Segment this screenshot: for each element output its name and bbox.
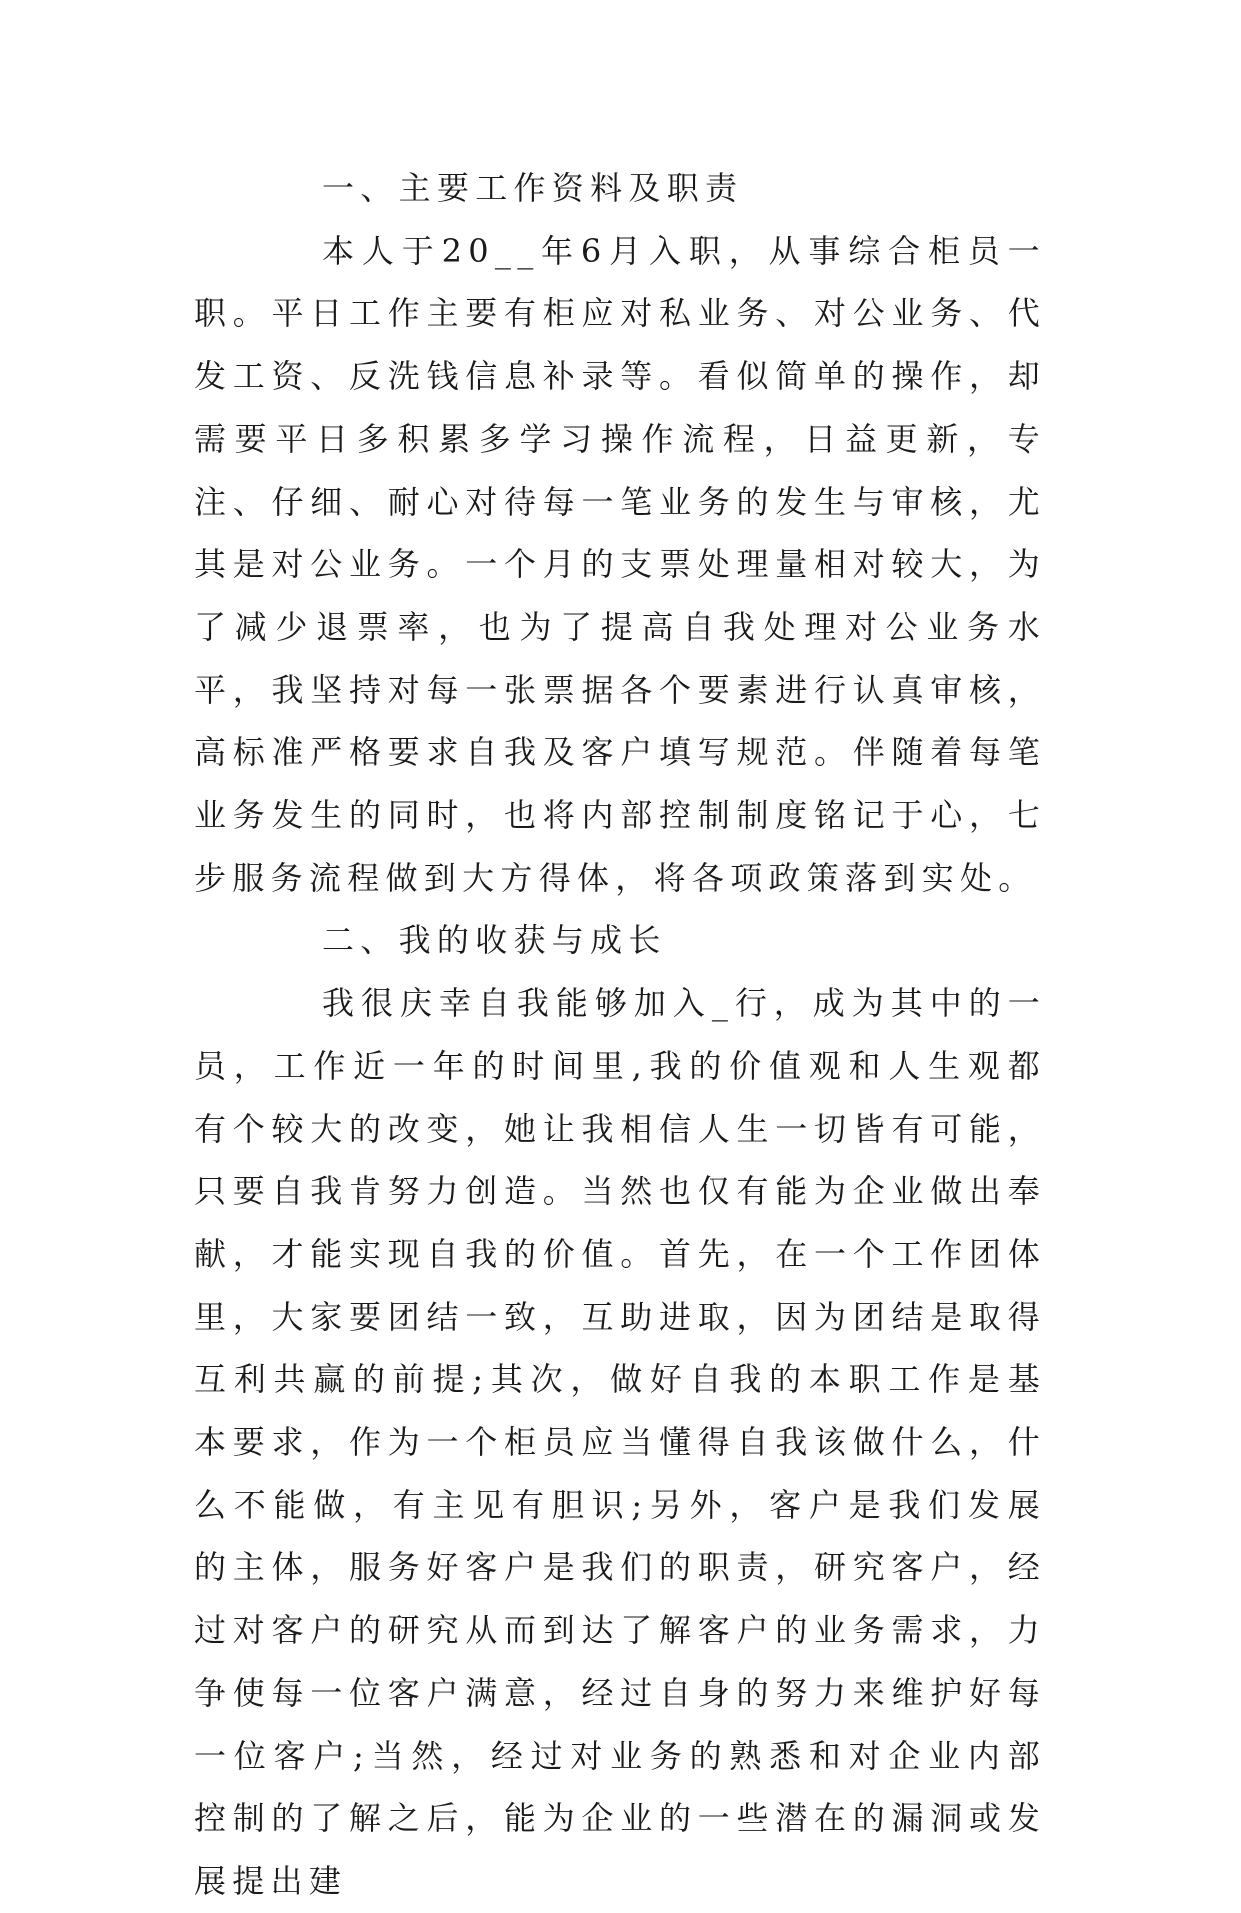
document-body [194,157,1046,1913]
section-heading-growth: 二、我的收获与成长 [322,921,667,960]
section-heading-duties: 一、主要工作资料及职责 [322,169,744,207]
section-paragraph-growth: 我很庆幸自我能够加入_行，成为其中的一员，工作近一年的时间里,我的价值观和人生观都有个较大的改变，她让我相信人生一切皆有可能，只要自我肯努力创造。当然也仅有能为企业做出奉献，才能实现自我的价值。首先，在一个工作团体里，大家要团结一致，互助进取，因为团结是取得互利共赢的前提;其次，做好自我的本职工作是基本要求，作为一个柜员应当懂得自我该做什么，什么不能做，有主见有胆识;另外，客户是我们发展的主体，服务好客户是我们的职责，研究客户，经过对客户的研究从而到达了解客户的业务需求，力争使每一位客户满意，经过自身的努力来维护好每一位客户;当然，经过对业务的熟悉和对企业内部控制的了解之后，能为企业的一些潜在的漏洞或发展提出建 [194,984,1046,1900]
section-paragraph-duties: 本人于20__年6月入职，从事综合柜员一职。平日工作主要有柜应对私业务、对公业务、代发工资、反洗钱信息补录等。看似简单的操作，却需要平日多积累多学习操作流程，日益更新，专注、仔细、耐心对待每一笔业务的发生与审核，尤其是对公业务。一个月的支票处理量相对较大，为了减少退票率，也为了提高自我处理对公业务水平，我坚持对每一张票据各个要素进行认真审核，高标准严格要求自我及客户填写规范。伴随着每笔业务发生的同时，也将内部控制制度铭记于心，七步服务流程做到大方得体，将各项政策落到实处。 [194,231,1046,897]
